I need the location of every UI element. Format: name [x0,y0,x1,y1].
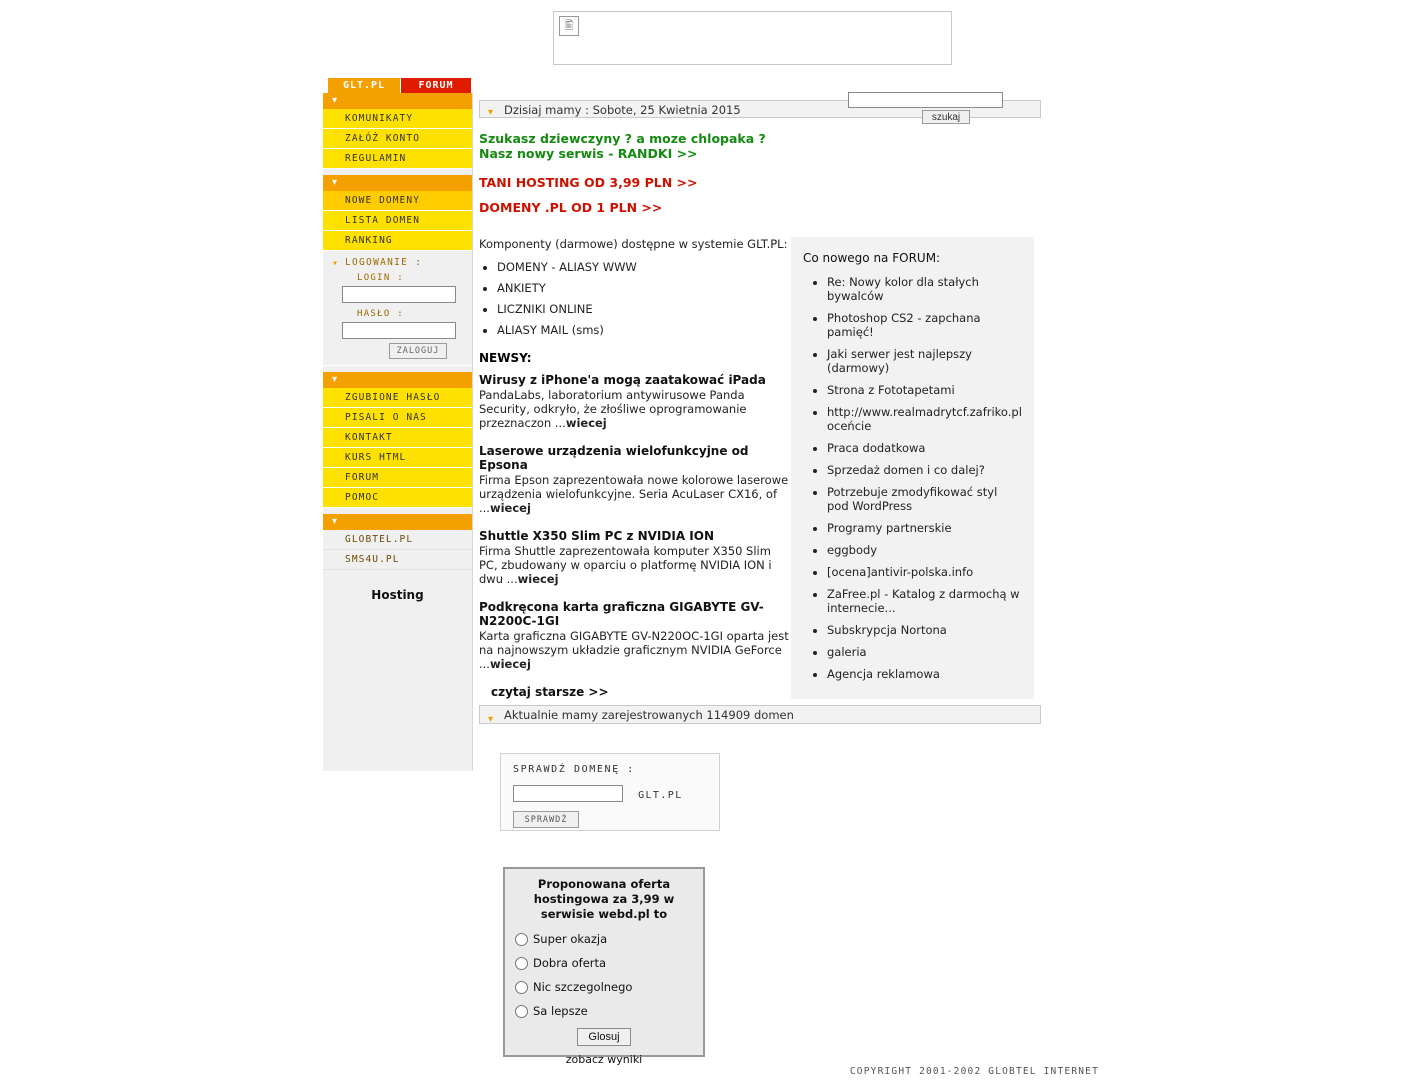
list-item[interactable]: • Praca dodatkowa [827,441,1022,455]
news-body [479,629,791,671]
domain-suffix-label: GLT.PL [638,790,683,801]
chevron-down-icon: ▾ [332,177,338,188]
news-text: PandaLabs, laboratorium antywirusowe Panda Security, odkryło, że złośliwe oprogramowanie przeznaczon ... [479,388,747,430]
sidebar-item-regulamin[interactable]: REGULAMIN [323,149,472,169]
poll-results-link[interactable]: zobacz wyniki [565,1053,643,1066]
sidebar-item-kontakt[interactable]: KONTAKT [323,428,472,448]
components-intro: Komponenty (darmowe) dostępne w systemie GLT.PL: [479,237,788,251]
chevron-down-icon: ▾ [332,258,340,269]
list-item[interactable]: • Re: Nowy kolor dla stałych bywalców [827,275,1022,303]
domain-check-box [500,753,720,831]
list-item[interactable]: • DOMENY - ALIASY WWW [497,260,791,274]
poll-option[interactable] [515,980,693,994]
chevron-down-icon: ▾ [488,714,494,725]
promo-block [479,131,1041,215]
list-item[interactable]: • Jaki serwer jest najlepszy (darmowy) [827,347,1022,375]
login-title [323,255,472,271]
list-item[interactable]: • Potrzebuje zmodyfikować styl pod WordPress [827,485,1022,513]
poll-option[interactable] [515,932,693,946]
read-older-link[interactable]: czytaj starsze >> [491,685,609,699]
sidebar-item-forum[interactable]: FORUM [323,468,472,488]
broken-image-icon: 🖺 [559,16,579,36]
forum-panel-title: Co nowego na FORUM: [803,251,941,265]
promo-hosting-link[interactable]: TANI HOSTING OD 3,99 PLN >> [479,175,698,190]
forum-topic-list [803,275,1022,681]
list-item[interactable]: • eggbody [827,543,1022,557]
domain-check-input[interactable] [513,785,623,802]
promo-domeny-link[interactable]: DOMENY .PL OD 1 PLN >> [479,200,663,215]
login-submit-button[interactable]: ZALOGUJ [389,343,447,359]
sidebar-item-zgubione-haslo[interactable]: ZGUBIONE HASŁO [323,388,472,408]
main-content [479,100,1041,699]
poll-option-label: Nic szczegolnego [533,980,633,994]
promo-randki-line1[interactable]: Szukasz dziewczyny ? a moze chlopaka ? [479,131,766,146]
chevron-down-icon: ▾ [488,107,494,118]
forum-panel [791,237,1034,699]
news-title[interactable]: Wirusy z iPhone'a mogą zaatakować iPada [479,373,766,387]
sidebar-item-ranking[interactable]: RANKING [323,231,472,251]
search-input[interactable] [848,92,1003,108]
sidebar-group-bar-3 [323,372,472,388]
search-button[interactable]: szukaj [922,110,970,124]
sidebar-item-sms4upl[interactable]: SMS4U.PL [323,550,472,570]
sidebar-item-pisali-o-nas[interactable]: PISALI O NAS [323,408,472,428]
list-item[interactable]: • LICZNIKI ONLINE [497,302,791,316]
tab-forum[interactable]: FORUM [401,78,471,93]
list-item[interactable]: • ANKIETY [497,281,791,295]
news-item [479,600,791,671]
login-field-label: LOGIN : [357,273,405,283]
sidebar-group-bar-1 [323,93,472,109]
sidebar-item-zaloz-konto[interactable]: ZAŁÓŻ KONTO [323,129,472,149]
poll-radio-2[interactable] [515,957,528,970]
news-body [479,544,791,586]
poll-box [503,867,705,1066]
poll-option-label: Dobra oferta [533,956,607,970]
news-item [479,529,791,586]
domain-stats-strip [479,705,1041,724]
search-box [848,92,1041,123]
hosting-label: Hosting [371,588,424,602]
password-input[interactable] [342,322,456,339]
login-input[interactable] [342,286,456,303]
sidebar [323,93,473,771]
list-item[interactable]: • Agencja reklamowa [827,667,1022,681]
domain-stats-label: Aktualnie mamy zarejestrowanych 114909 domen [504,708,794,722]
news-text: Karta graficzna GIGABYTE GV-N220OC-1GI oparta jest na najnowszym układzie graficznym NVIDIA GeForce ... [479,629,789,671]
poll-option[interactable] [515,956,693,970]
news-item [479,373,791,430]
domain-check-button[interactable]: SPRAWDŹ [513,811,579,828]
list-item[interactable]: • Strona z Fototapetami [827,383,1022,397]
top-banner [553,11,952,65]
sidebar-group-bar-2 [323,175,472,191]
list-item[interactable]: • http://www.realmadrytcf.zafriko.pl oceńcie [827,405,1022,433]
poll-radio-1[interactable] [515,933,528,946]
news-item [479,444,791,515]
sidebar-item-nowe-domeny[interactable]: NOWE DOMENY [323,191,472,211]
list-item[interactable]: • Programy partnerskie [827,521,1022,535]
sidebar-item-lista-domen[interactable]: LISTA DOMEN [323,211,472,231]
page-container [321,78,1097,1066]
promo-randki-line2[interactable]: Nasz nowy serwis - RANDKI >> [479,146,698,161]
date-strip-label: Dzisiaj mamy : Sobote, 25 Kwietnia 2015 [504,103,741,117]
list-item[interactable]: • Sprzedaż domen i co dalej? [827,463,1022,477]
news-more-link[interactable]: wiecej [565,416,607,430]
news-text: Firma Epson zaprezentowała nowe kolorowe laserowe urządzenia wielofunkcyjne. Seria AcuLaser CX16, of ... [479,473,789,515]
password-field-label: HASŁO : [357,309,405,319]
login-box [323,251,472,366]
news-more-link[interactable]: wiecej [489,501,531,515]
poll-radio-4[interactable] [515,1005,528,1018]
news-text: Firma Shuttle zaprezentowała komputer X350 Slim PC, zbudowany w oparciu o platformę NVIDIA ION i dwu ... [479,544,772,586]
content-row [479,237,1041,699]
news-column [479,237,791,699]
poll-radio-3[interactable] [515,981,528,994]
components-list [479,260,791,337]
news-title[interactable]: Podkręcona karta graficzna GIGABYTE GV-N2200C-1GI [479,600,764,628]
list-item[interactable]: • Photoshop CS2 - zapchana pamięć! [827,311,1022,339]
top-tabs [321,78,473,93]
sidebar-item-pomoc[interactable]: POMOC [323,488,472,508]
list-item[interactable]: • [ocena]antivir-polska.info [827,565,1022,579]
news-body [479,388,791,430]
list-item[interactable]: • ZaFree.pl - Katalog z darmochą w internecie... [827,587,1022,615]
news-more-link[interactable]: wiecej [517,572,559,586]
chevron-down-icon: ▾ [332,516,338,527]
sidebar-item-komunikaty[interactable]: KOMUNIKATY [323,109,472,129]
list-item[interactable]: • ALIASY MAIL (sms) [497,323,791,337]
news-body [479,473,791,515]
sidebar-item-kurs-html[interactable]: KURS HTML [323,448,472,468]
news-title[interactable]: Laserowe urządzenia wielofunkcyjne od Epsona [479,444,749,472]
login-title-label: LOGOWANIE : [345,257,423,268]
news-title[interactable]: Shuttle X350 Slim PC z NVIDIA ION [479,529,714,543]
poll-option-label: Sa lepsze [533,1004,588,1018]
sidebar-group-bar-4 [323,514,472,530]
news-more-link[interactable]: wiecej [489,657,531,671]
poll-vote-button[interactable]: Glosuj [577,1028,631,1046]
chevron-down-icon: ▾ [332,95,338,106]
chevron-down-icon: ▾ [332,374,338,385]
footer-copyright: COPYRIGHT 2001-2002 GLOBTEL INTERNET [849,1066,1099,1077]
poll-option-label: Super okazja [533,932,608,946]
sidebar-item-globtelpl[interactable]: GLOBTEL.PL [323,530,472,550]
tab-gltpl[interactable]: GLT.PL [328,78,400,93]
news-header: NEWSY: [479,351,532,365]
poll-title: Proponowana oferta hostingowa za 3,99 w serwisie webd.pl to [533,877,675,921]
domain-check-title: SPRAWDŹ DOMENĘ : [513,764,635,775]
list-item[interactable]: • galeria [827,645,1022,659]
list-item[interactable]: • Subskrypcja Nortona [827,623,1022,637]
poll-option[interactable] [515,1004,693,1018]
